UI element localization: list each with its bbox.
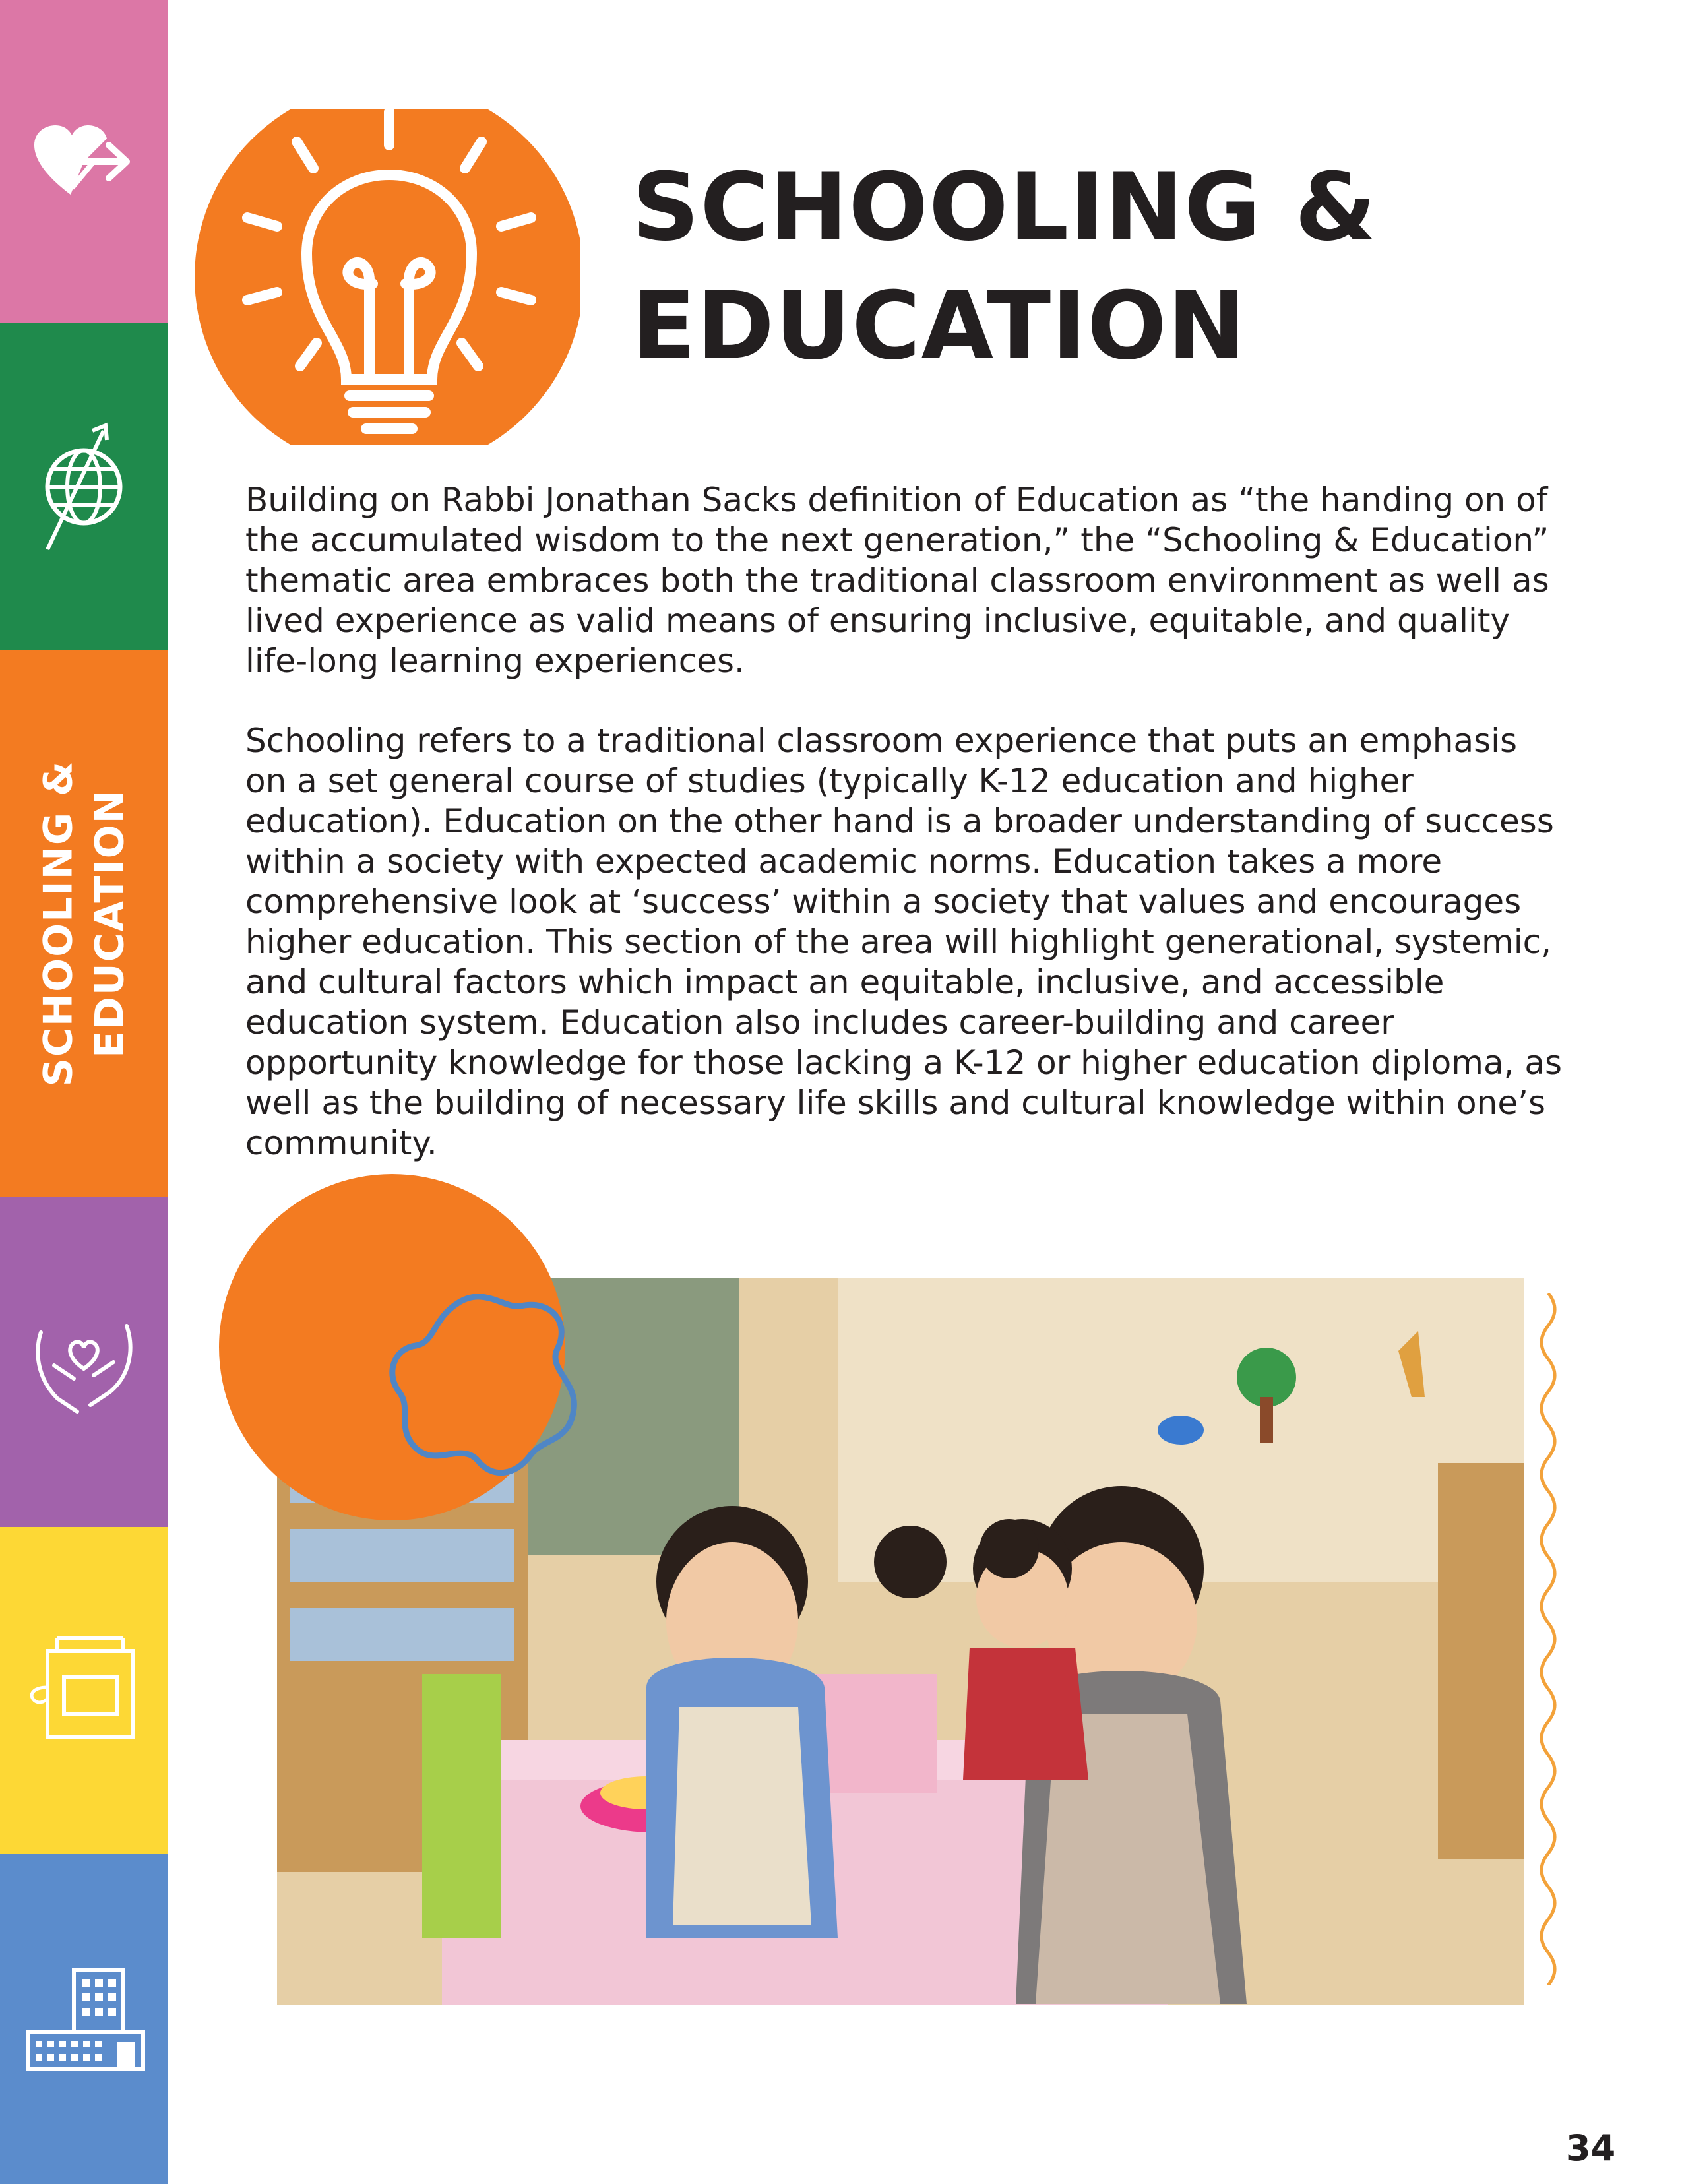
sidebar-active-label [32, 761, 135, 1087]
sidebar-tab-schooling-education[interactable] [0, 650, 168, 1197]
body-text [245, 480, 1565, 1164]
sidebar-tab-economy[interactable] [0, 1854, 168, 2184]
page-number: 34 [1566, 2127, 1616, 2169]
hands-heart-icon [28, 1306, 140, 1418]
sidebar-tab-global[interactable] [0, 323, 168, 650]
decorative-wavy-line [1532, 1293, 1565, 1985]
definition-paragraph: Schooling refers to a traditional classroom experience that puts an emphasis on a set general course of studies (typically K-12 education and higher education). Education on the other hand is a broader understanding of success within a society with expected academic norms. Education takes a more comprehensive look at ‘success’ within a society that values and encourages higher education. This section of the area will highlight generational, systemic, and cultural factors which impact an equitable, inclusive, and accessible education system. Education also includes career-building and career opportunity knowledge for those lacking a K-12 or higher education diploma, as well as the building of necessary life skills and cultural knowledge within one’s community. [245, 722, 1563, 1162]
sidebar-label-line2: EDUCATION [86, 789, 133, 1058]
page-title [632, 148, 1555, 386]
lightbulb-icon [191, 109, 580, 445]
decorative-blue-blob [379, 1283, 597, 1487]
sidebar-tab-community[interactable] [0, 1197, 168, 1527]
page-title-line2: EDUCATION [632, 272, 1247, 381]
section-sidebar [0, 0, 168, 2184]
globe-arrow-icon [34, 411, 133, 563]
sidebar-tab-health[interactable] [0, 0, 168, 323]
scroll-document-icon [21, 1631, 146, 1750]
sidebar-tab-documents[interactable] [0, 1527, 168, 1854]
heart-arrow-icon [31, 122, 137, 201]
buildings-icon [21, 1963, 146, 2075]
sidebar-label-line1: SCHOOLING & [35, 760, 81, 1087]
intro-paragraph: Building on Rabbi Jonathan Sacks definition of Education as “the handing on of the accumulated wisdom to the next generation,” the “Schooling & Education” thematic area embraces both the traditional classroom environment as well as lived experience as valid means of ensuring inclusive, equitable, and quality life-long learning experiences. [245, 481, 1549, 680]
page-title-line1: SCHOOLING & [632, 153, 1377, 262]
